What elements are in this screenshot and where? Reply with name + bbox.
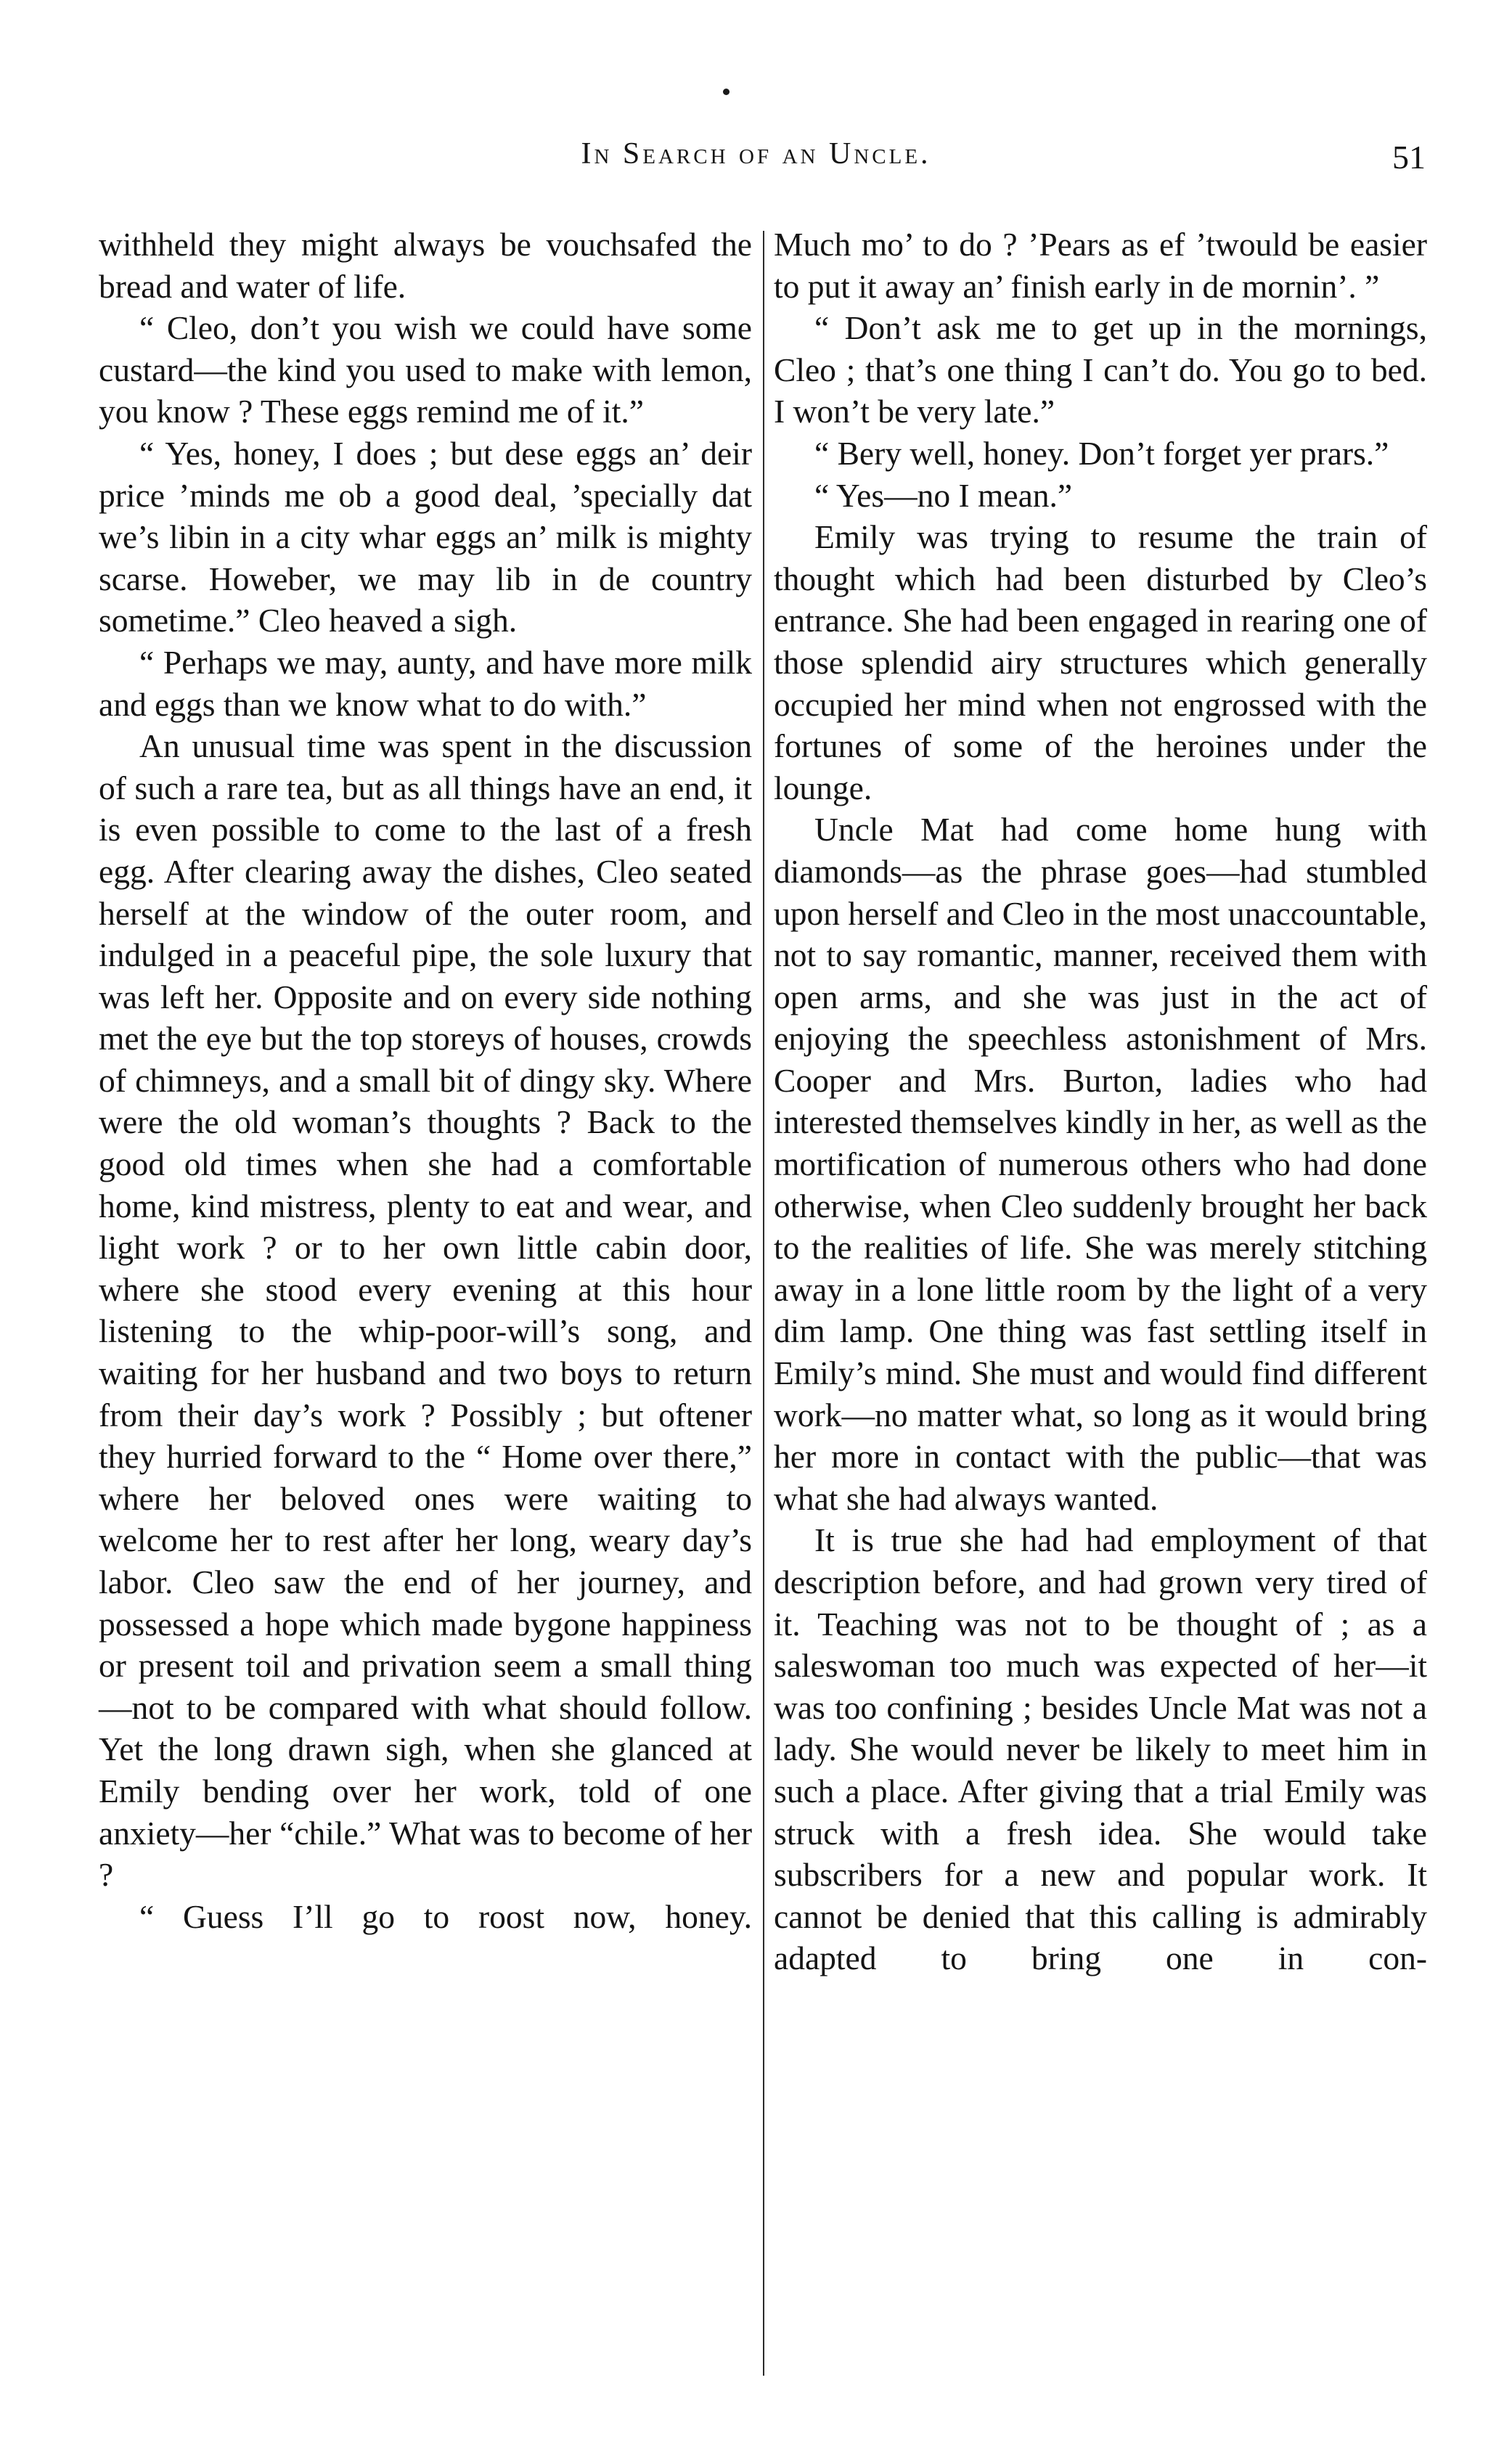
- paragraph: It is true she had had employment of that description before, and had grown very tired of it. Teaching was not to be thought of ; as a saleswoman too much was expected of her—it was too confining ; besides Uncle Mat was not a lady. She would never be likely to meet him in such a place. After giving that a trial Emily was struck with a fresh idea. She would take subscribers for a new and popular work. It cannot be denied that this calling is admirably adapted to bring one in con-: [774, 1521, 1427, 1977]
- column-rule: [763, 231, 764, 2376]
- paragraph: “ Yes—no I mean.”: [814, 476, 1073, 514]
- paragraph: “ Don’t ask me to get up in the mornings, Cleo ; that’s one thing I can’t do. You go to bed. I won’t be very late.”: [774, 309, 1427, 430]
- left-column: [99, 224, 752, 1937]
- page-number: 51: [1392, 139, 1426, 176]
- right-column: [774, 224, 1427, 1979]
- paragraph: “ Yes, honey, I does ; but dese eggs an’ deir price ’minds me ob a good deal, ’specially dat we’s libin in a city whar eggs an’ milk is mighty scarse. Howeber, we may lib in de country sometime.” Cleo heaved a sigh.: [99, 434, 752, 639]
- paragraph: “ Perhaps we may, aunty, and have more milk and eggs than we know what to do with.”: [99, 643, 752, 723]
- ornament-dot: [723, 89, 730, 95]
- paragraph: “ Guess I’ll go to roost now, honey.: [139, 1897, 752, 1935]
- running-head: In Search of an Uncle.: [581, 137, 931, 171]
- paragraph: withheld they might always be vouchsafed the bread and water of life.: [99, 226, 752, 305]
- paragraph: Uncle Mat had come home hung with diamonds—as the phrase goes—had stumbled upon herself and Cleo in the most unaccountable, not to say romantic, manner, received them with open arms, and she was just in the act of enjoying the speechless astonishment of Mrs. Cooper and Mrs. Burton, ladies who had interested themselves kindly in her, as well as the mortification of numerous others who had done otherwise, when Cleo suddenly brought her back to the realities of life. She was merely stitching away in a lone little room by the light of a very dim lamp. One thing was fast settling itself in Emily’s mind. She must and would find different work—no matter what, so long as it would bring her more in contact with the public—that was what she had always wanted.: [774, 811, 1427, 1517]
- paragraph: Much mo’ to do ? ’Pears as ef ’twould be easier to put it away an’ finish early in de mornin’. ”: [774, 226, 1427, 305]
- paragraph: An unusual time was spent in the discussion of such a rare tea, but as all things have an end, it is even possible to come to the last of a fresh egg. After clearing away the dishes, Cleo seated herself at the window of the outer room, and indulged in a peaceful pipe, the sole luxury that was left her. Opposite and on every side nothing met the eye but the top storeys of houses, crowds of chimneys, and a small bit of dingy sky. Where were the old woman’s thoughts ? Back to the good old times when she had a comfortable home, kind mistress, plenty to eat and wear, and light work ? or to her own little cabin door, where she stood every evening at this hour listening to the whip-poor-will’s song, and waiting for her husband and two boys to return from their day’s work ? Possibly ; but oftener they hurried forward to the “ Home over there,” where her beloved ones were waiting to welcome her to rest after her long, weary day’s labor. Cleo saw the end of her journey, and possessed a hope which made bygone happiness or present toil and privation seem a small thing—not to be compared with what should follow. Yet the long drawn sigh, when she glanced at Emily bending over her work, told of one anxiety—her “chile.” What was to become of her ?: [99, 727, 752, 1894]
- paragraph: “ Bery well, honey. Don’t forget yer prars.”: [814, 434, 1389, 472]
- paragraph: Emily was trying to resume the train of thought which had been disturbed by Cleo’s entrance. She had been engaged in rearing one of those splendid airy structures which generally occupied her mind when not engrossed with the fortunes of some of the heroines under the lounge.: [774, 518, 1427, 806]
- paragraph: “ Cleo, don’t you wish we could have some custard—the kind you used to make with lemon, you know ? These eggs remind me of it.”: [99, 309, 752, 430]
